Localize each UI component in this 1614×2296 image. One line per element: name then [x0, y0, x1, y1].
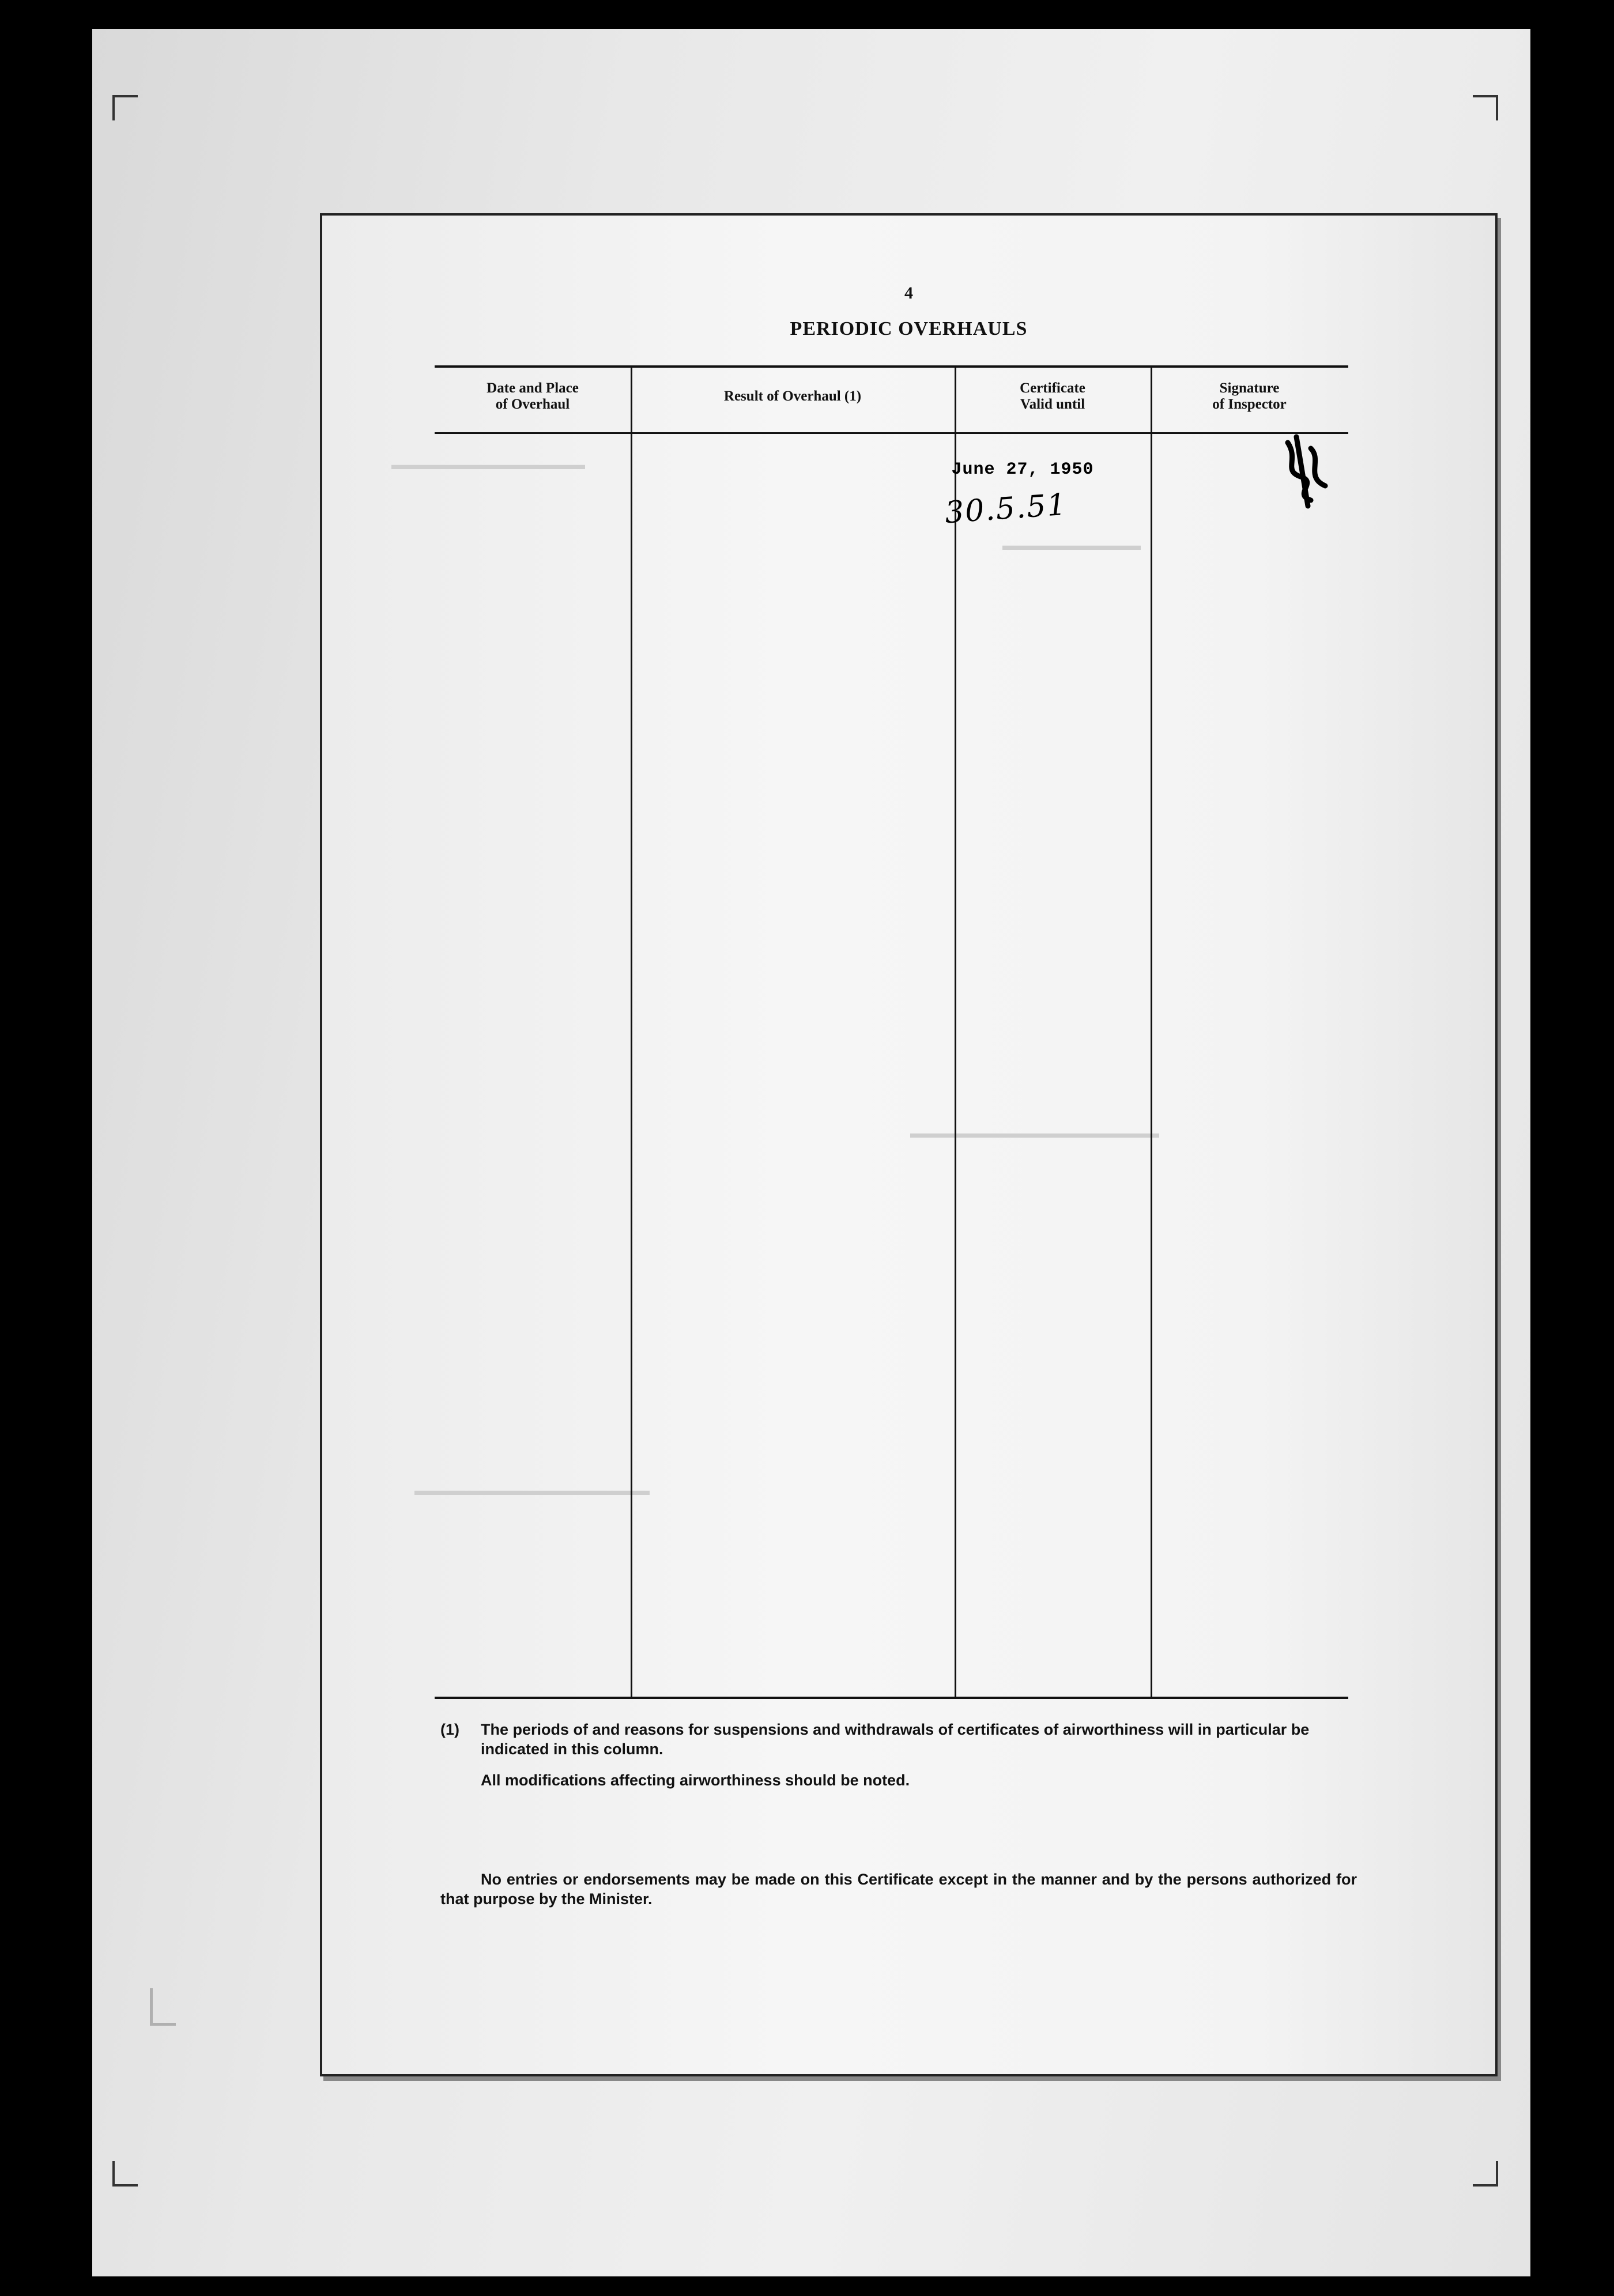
- endorsement-note: No entries or endorsements may be made on this Certificate except in the manner and by the persons authorized for that purpose by the Minister.: [440, 1871, 1357, 1908]
- bleed-through-text: ▬▬▬▬▬▬▬▬▬▬▬▬▬▬: [391, 458, 585, 473]
- crop-mark-top-left: [112, 95, 138, 120]
- crop-mark-top-right: [1473, 95, 1498, 120]
- column-header-valid-until: Certificate Valid until: [1020, 380, 1085, 412]
- valid-until-handwritten: 30.5.51: [944, 487, 1069, 531]
- page-title: PERIODIC OVERHAULS: [790, 318, 1028, 339]
- column-divider: [955, 368, 956, 1697]
- table-header-rule: [435, 432, 1348, 434]
- crop-mark-bottom-right: [1473, 2161, 1498, 2187]
- bleed-through-text: ▬▬▬▬▬▬▬▬▬▬▬▬▬▬▬▬▬▬: [910, 1126, 1159, 1141]
- bleed-through-text: ▬▬▬▬▬▬▬▬▬▬: [1002, 538, 1141, 553]
- crop-mark-inner: [150, 1988, 176, 2026]
- column-header-signature: Signature of Inspector: [1212, 380, 1287, 412]
- column-divider: [631, 368, 632, 1697]
- column-divider: [1151, 368, 1152, 1697]
- document-page: [320, 213, 1498, 2076]
- page-number: 4: [904, 284, 913, 303]
- footnote-text: The periods of and reasons for suspensions and withdrawals of certificates of airworthiness will in particular be indicated in this column.: [481, 1721, 1310, 1758]
- crop-mark-bottom-left: [112, 2161, 138, 2187]
- footnote-1: [440, 1720, 1357, 1759]
- inspector-signature: [1276, 431, 1340, 512]
- modifications-note: All modifications affecting airworthiness should be noted.: [481, 1772, 910, 1789]
- overhauls-table: [435, 365, 1348, 1699]
- column-header-date-place: Date and Place of Overhaul: [487, 380, 579, 412]
- footnote-marker: (1): [440, 1721, 459, 1738]
- bleed-through-text: ▬▬▬▬▬▬▬▬▬▬▬▬▬▬▬▬▬: [414, 1483, 650, 1498]
- valid-until-stamp: June 27, 1950: [951, 460, 1094, 479]
- column-header-result: Result of Overhaul (1): [723, 388, 862, 404]
